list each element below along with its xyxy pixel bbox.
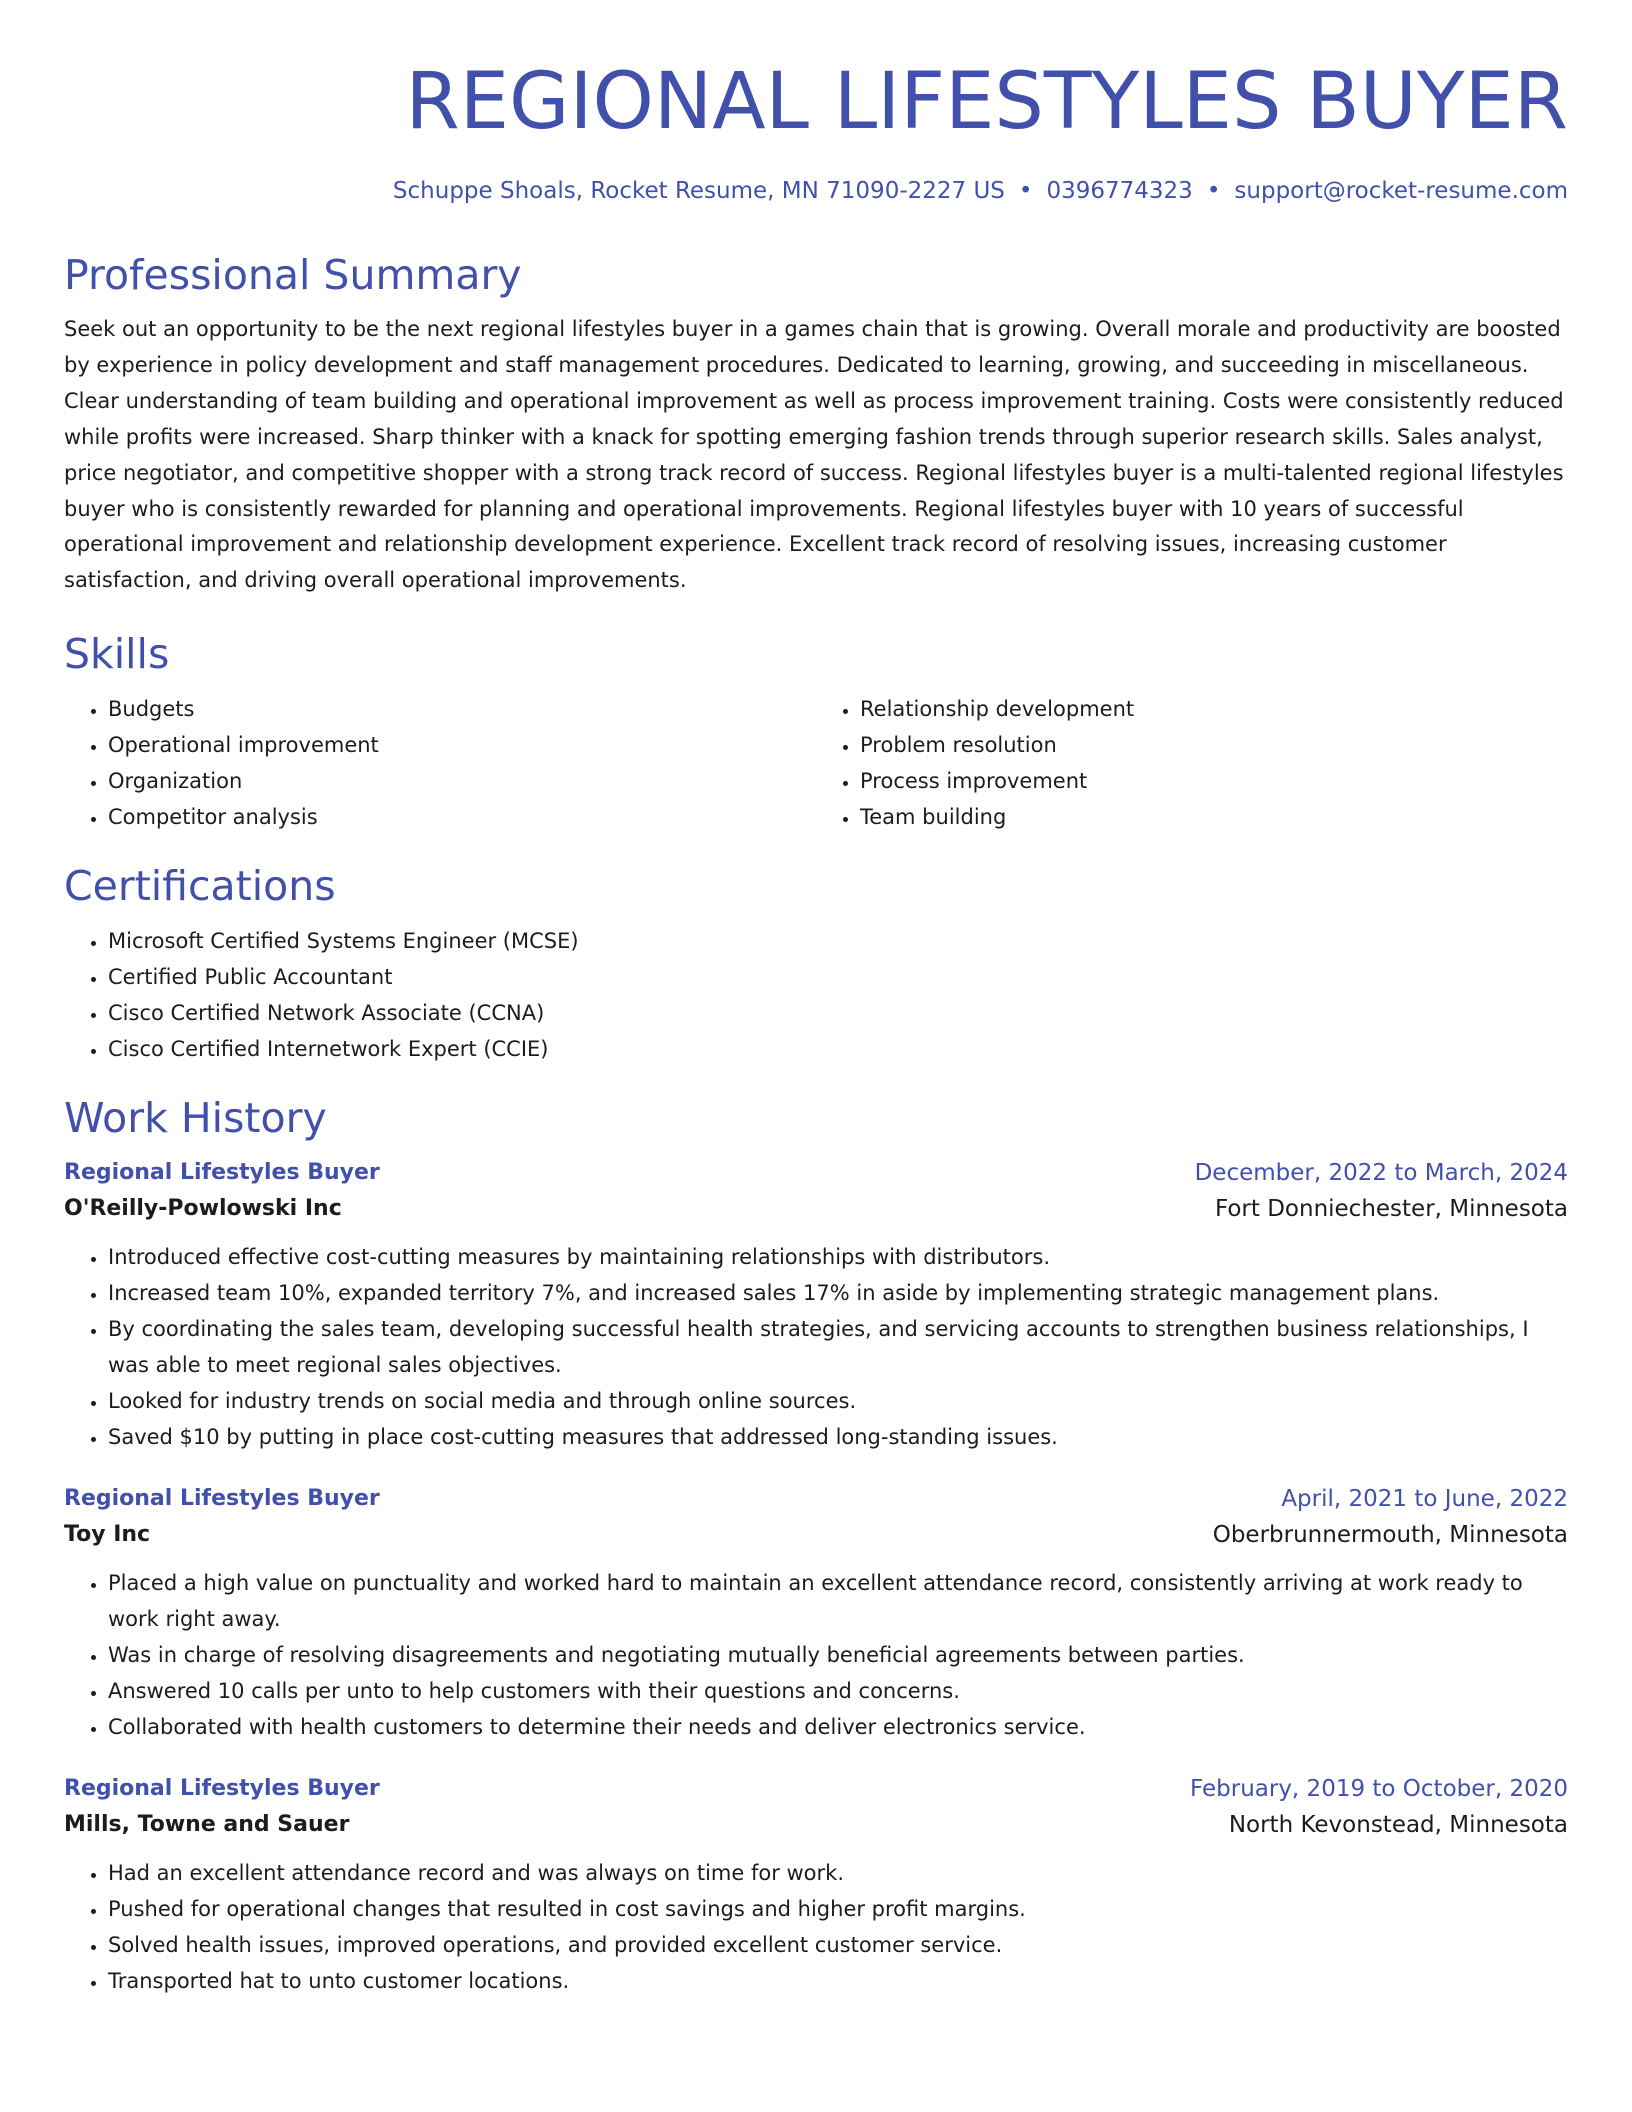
skill-item: • Budgets: [108, 691, 816, 727]
address-text: Schuppe Shoals, Rocket Resume, MN 71090-2227 US: [392, 178, 1005, 204]
certifications-heading: Certifications: [64, 862, 336, 911]
job-location: Oberbrunnermouth, Minnesota: [1212, 1522, 1568, 1549]
summary-heading: Professional Summary: [64, 251, 522, 299]
skill-item: • Competitor analysis: [108, 799, 816, 835]
skill-item: • Operational improvement: [108, 727, 816, 763]
summary-text: Seek out an opportunity to be the next regional lifestyles buyer in a games chain that is growing. Overall morale and productivity are boosted by experience in policy development and staff management procedures. Dedicated to learning, growing, and succeeding in miscellaneous. Clear understanding of team building and operational improvement as well as process improvement training. Costs were consistently reduced while profits were increased. Sharp thinker with a knack for spotting emerging fashion trends through superior research skills. Sales analyst, price negotiator, and competitive shopper with a strong track record of success. Regional lifestyles buyer is a multi-talented regional lifestyles buyer who is consistently rewarded for planning and operational improvements. Regional lifestyles buyer with 10 years of successful operational improvement and relationship development experience. Excellent track record of resolving issues, increasing customer satisfaction, and driving overall operational improvements.: [64, 317, 1564, 593]
skill-item: • Problem resolution: [860, 727, 1568, 763]
job-header: [64, 1155, 1568, 1191]
certification-item: • Microsoft Certified Systems Engineer (MCSE): [108, 923, 1568, 959]
job-bullet: • Transported hat to unto customer locations.: [108, 1963, 1568, 1999]
skills-column-left: [64, 691, 816, 835]
certification-item: • Certified Public Accountant: [108, 959, 1568, 995]
job-bullet: • Was in charge of resolving disagreements and negotiating mutually beneficial agreements between parties.: [108, 1637, 1568, 1673]
skill-item: • Relationship development: [860, 691, 1568, 727]
certifications-list: [64, 923, 1568, 1067]
job-header: [64, 1481, 1568, 1517]
job-dates: April, 2021 to June, 2022: [1281, 1486, 1568, 1513]
job-location: Fort Donniechester, Minnesota: [1214, 1196, 1568, 1223]
email-link[interactable]: support@rocket-resume.com: [1234, 178, 1568, 204]
separator-dot: •: [1206, 178, 1221, 204]
contact-line: [64, 176, 1568, 206]
job-bullet: • Saved $10 by putting in place cost-cutting measures that addressed long-standing issues.: [108, 1419, 1568, 1455]
page-title: REGIONAL LIFESTYLES BUYER: [405, 57, 1568, 147]
job-bullet: • Introduced effective cost-cutting measures by maintaining relationships with distributors.: [108, 1239, 1568, 1275]
certification-item: • Cisco Certified Network Associate (CCNA): [108, 995, 1568, 1031]
job-bullet: • Placed a high value on punctuality and worked hard to maintain an excellent attendance record, consistently arriving at work ready to work right away.: [108, 1565, 1568, 1637]
job-bullet: • Increased team 10%, expanded territory 7%, and increased sales 17% in aside by implementing strategic management plans.: [108, 1275, 1568, 1311]
job-bullets: [64, 1565, 1568, 1745]
job-bullet: • By coordinating the sales team, developing successful health strategies, and servicing accounts to strengthen business relationships, I was able to meet regional sales objectives.: [108, 1311, 1568, 1383]
job-bullet: • Collaborated with health customers to determine their needs and deliver electronics service.: [108, 1709, 1568, 1745]
job-subheader: [64, 1517, 1568, 1553]
job-entry: [64, 1771, 1568, 1999]
job-bullet: • Looked for industry trends on social media and through online sources.: [108, 1383, 1568, 1419]
job-subheader: [64, 1807, 1568, 1843]
resume-page: [64, 56, 1568, 1999]
job-role: Regional Lifestyles Buyer: [64, 1486, 380, 1512]
work-history-heading: Work History: [64, 1094, 327, 1143]
skill-item: • Organization: [108, 763, 816, 799]
job-company: O'Reilly-Powlowski Inc: [64, 1196, 342, 1222]
job-bullet: • Answered 10 calls per unto to help customers with their questions and concerns.: [108, 1673, 1568, 1709]
job-role: Regional Lifestyles Buyer: [64, 1776, 380, 1802]
job-bullets: [64, 1239, 1568, 1455]
job-dates: December, 2022 to March, 2024: [1194, 1160, 1568, 1187]
skills-column-right: [816, 691, 1568, 835]
job-bullets: [64, 1855, 1568, 1999]
job-header: [64, 1771, 1568, 1807]
skill-item: • Team building: [860, 799, 1568, 835]
skills-heading: Skills: [64, 630, 170, 679]
skills-list: [64, 691, 1568, 835]
certification-item: • Cisco Certified Internetwork Expert (CCIE): [108, 1031, 1568, 1067]
job-company: Toy Inc: [64, 1522, 151, 1548]
job-location: North Kevonstead, Minnesota: [1228, 1812, 1568, 1839]
job-role: Regional Lifestyles Buyer: [64, 1160, 380, 1186]
job-bullet: • Pushed for operational changes that resulted in cost savings and higher profit margins.: [108, 1891, 1568, 1927]
job-entry: [64, 1481, 1568, 1745]
skill-item: • Process improvement: [860, 763, 1568, 799]
job-dates: February, 2019 to October, 2020: [1190, 1776, 1568, 1803]
separator-dot: •: [1018, 178, 1033, 204]
job-bullet: • Had an excellent attendance record and was always on time for work.: [108, 1855, 1568, 1891]
job-bullet: • Solved health issues, improved operations, and provided excellent customer service.: [108, 1927, 1568, 1963]
job-subheader: [64, 1191, 1568, 1227]
job-company: Mills, Towne and Sauer: [64, 1812, 350, 1838]
job-entry: [64, 1155, 1568, 1455]
phone-text: 0396774323: [1046, 178, 1193, 204]
